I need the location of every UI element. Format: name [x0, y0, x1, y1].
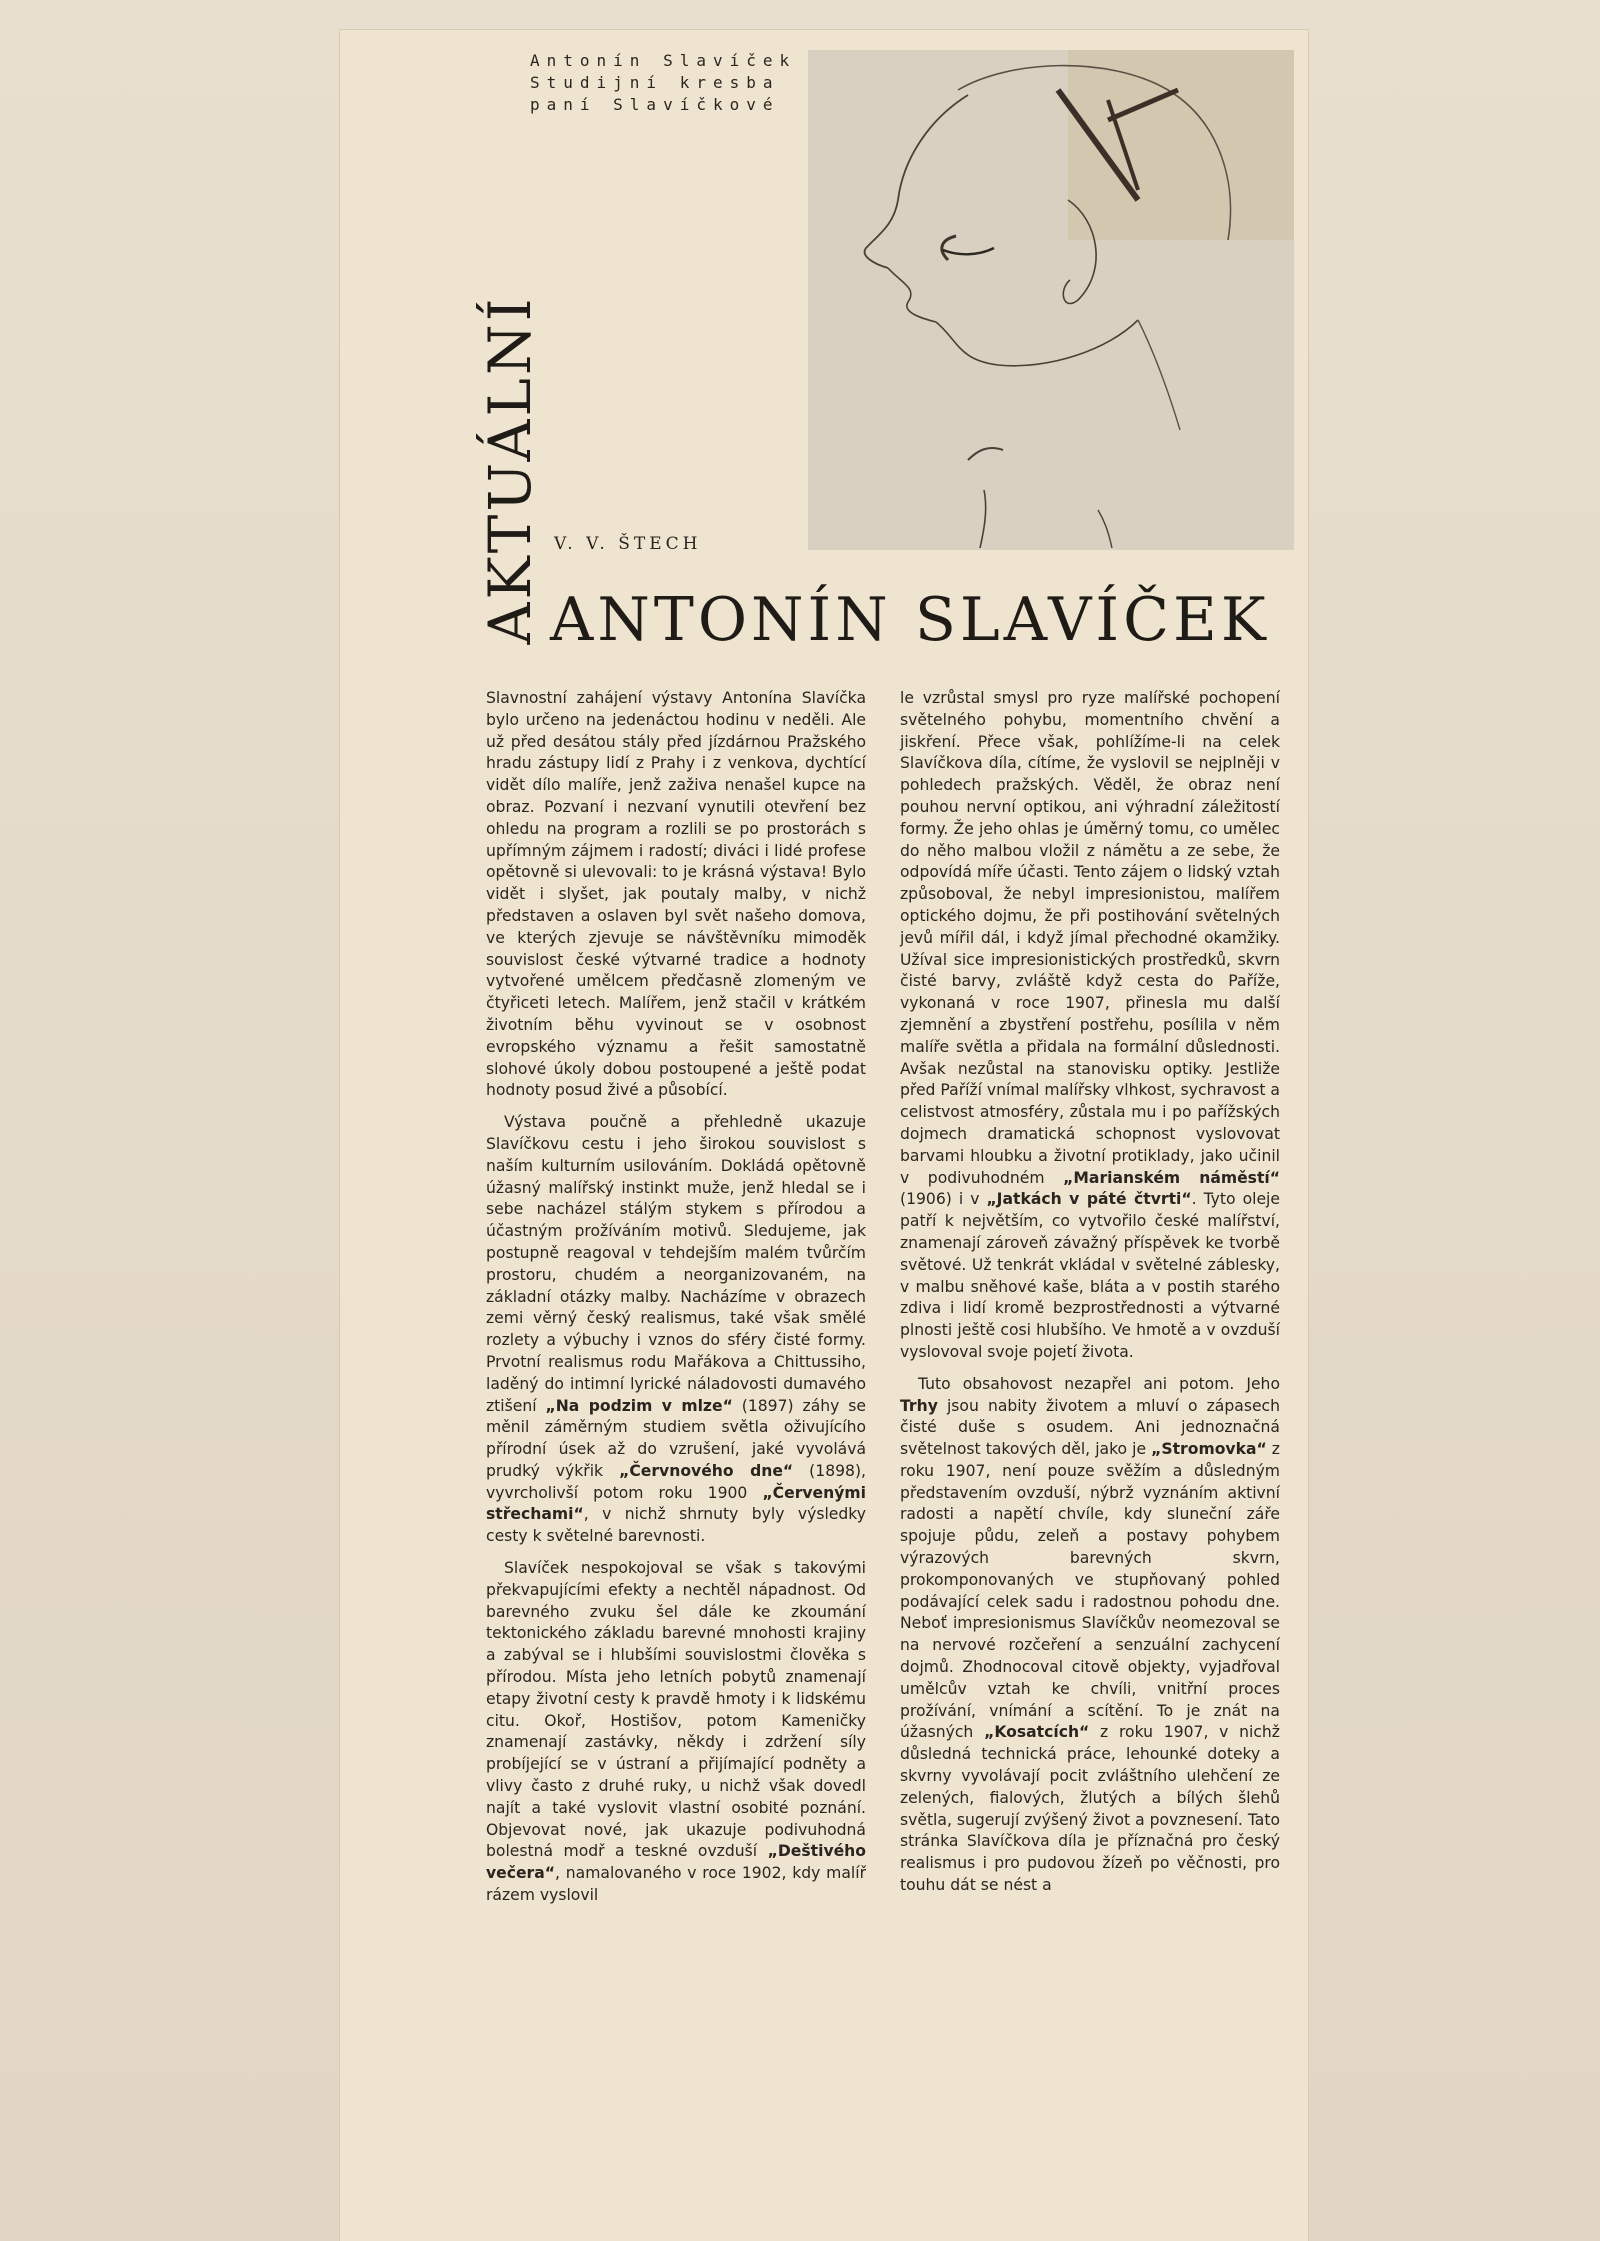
- artwork-title: „Stromovka“: [1151, 1440, 1267, 1459]
- artwork-title: „Marianském náměstí“: [1063, 1168, 1280, 1187]
- paragraph-text: z roku 1907, není pouze svěžím a důsledným představením ovzduší, nýbrž vyznáním aktivní radosti a napětí chvíle, kdy sluneční záře spojuje půdu, zeleň a postavy pohybem výrazových barevných skvrn, prokomponovaných ve stupňovaný pohled podávající celek sadu i radostnou pohodu dne. Neboť impresionismus Slavíčkův neomezoval se na nervové rozčeření a senzuální zachycení dojmů. Zhodnocoval citově objekty, vyjadřoval umělcův vztah ke chvíli, vnitřní proces prožívání, vnímání a scítění. To je znát na úžasných: [900, 1440, 1280, 1742]
- article-column-right: [900, 688, 1280, 1897]
- caption-line-2: Studijní kresba: [530, 73, 780, 92]
- paragraph-text: (1898), vyvrcholivší potom roku 1900: [486, 1461, 866, 1502]
- paragraph-text: Slavnostní zahájení výstavy Antonína Slavíčka bylo určeno na jedenáctou hodinu v neděli. Ale už před desátou stály před jízdárnou Pražského hradu zástupy lidí z Prahy i z venkova, dychtící vidět dílo malíře, jenž zaživa nenašel kupce na obraz. Pozvaní i nezvaní vynutili otevření bez ohledu na program a rozlili se po prostorách s upřímným zájmem i radostí; diváci i lidé profese opětovně si ulevovali: to je krásná výstava! Bylo vidět i slyšet, jak poutaly malby, v nichž představen a oslaven byl svět našeho domova, ve kterých zjevuje se návštěvníku mimoděk souvislost české výtvarné tradice a hodnoty vytvořené umělcem předčasně zlomeným ve čtyřiceti letech. Malířem, jenž stačil v krátkém životním běhu vyvinout se v osobnost evropského významu a řešit samostatně slohové úkoly dobou postoupené a ještě podat hodnoty posud živé a působící.: [486, 689, 866, 1100]
- paragraph-text: z roku 1907, v nichž důsledná technická práce, lehounké doteky a skvrny vyvolávají pocit zvláštního ulehčení ze zelených, fialových, žlutých a bílých šlehů světla, sugerují zvýšený život a povznesení. Tato stránka Slavíčkova díla je příznačná pro český realismus i pro pudovou žízeň po věčnosti, pro touhu dát se nést a: [900, 1723, 1280, 1895]
- paragraph-text: . Tyto oleje patří k největším, co vytvořilo české malířství, znamenají zároveň závažný příspěvek ke tvorbě světové. Už tenkrát vkládal v světelné záblesky, v malbu sněhové kaše, bláta a v postih starého zdiva i lidí kromě bezprostřednosti a výtvarné plnosti ještě cosi hlubšího. Ve hmotě a v ovzduší vyslovoval svoje pojetí života.: [900, 1190, 1280, 1361]
- article-headline: ANTONÍN SLAVÍČEK: [550, 585, 1270, 655]
- artwork-title: Trhy: [900, 1396, 938, 1415]
- paragraph-text: le vzrůstal smysl pro ryze malířské pochopení světelného pohybu, momentního chvění a jiskření. Přece však, pohlížíme-li na celek Slavíčkova díla, cítíme, že vyslovil se nejplněji v pohledech pražských. Věděl, že obraz není pouhou nervní optikou, ani výhradní záležitostí formy. Že jeho ohlas je úměrný tomu, co umělec do něho malbou vložil z námětu a ze sebe, že odpovídá míře účasti. Tento zájem o lidský vztah způsoboval, že nebyl impresionistou, malířem optického dojmu, že při postihování světelných jevů mířil dál, i když jímal přechodné okamžiky. Užíval sice impresionistických prostředků, skvrn čisté barvy, zvláště když cesta do Paříže, vykonaná v roce 1907, přinesla mu další zjemnění a zbystření postřehu, posílila v něm malíře světla a přidala na formální důslednosti. Avšak nezůstal na stanovisku optiky. Jestliže před Paříží vnímal malířsky vlhkost, sychravost a celistvost atmosféry, zůstala mu i po pařížských dojmech dramatická schopnost vyslovovat barvami hloubku a životní protiklady, jako učinil v podivuhodném: [900, 689, 1280, 1187]
- portrait-caption: [530, 50, 810, 116]
- sketch-drawing: [808, 50, 1294, 550]
- artwork-title: „Deštivého večera“: [486, 1842, 866, 1883]
- artwork-title: „Na podzim v mlze“: [545, 1396, 733, 1415]
- paragraph: [900, 688, 1280, 1364]
- paragraph-text: (1897) záhy se měnil záměrným studiem světla oživujícího přírodní úsek až do vzrušení, jaké vyvolává prudký výkřik: [486, 1396, 866, 1480]
- paragraph: [486, 1558, 866, 1907]
- artwork-title: „Červenými střechami“: [486, 1483, 866, 1524]
- paragraph-text: , namalovaného v roce 1902, kdy malíř rázem vyslovil: [486, 1864, 866, 1905]
- paragraph-text: Tuto obsahovost nezapřel ani potom. Jeho: [918, 1374, 1280, 1393]
- paragraph: [486, 1112, 866, 1548]
- caption-line-1: Antonín Slavíček: [530, 51, 797, 70]
- author-byline: V. V. ŠTECH: [554, 534, 702, 554]
- caption-line-3: paní Slavíčkové: [530, 95, 780, 114]
- paragraph-text: , v nichž shrnuty byly výsledky cesty k světelné barevnosti.: [486, 1505, 866, 1546]
- article-column-left: [486, 688, 866, 1907]
- artwork-title: „Kosatcích“: [984, 1723, 1090, 1742]
- paragraph-text: Výstava poučně a přehledně ukazuje Slavíčkovu cestu i jeho širokou souvislost s naším kulturním usilováním. Dokládá opětovně úžasný malířský instinkt muže, jenž hledal se i sebe nacházel stálým stykem s přírodou a účastným prožíváním motivů. Sledujeme, jak postupně reagoval v tehdejším malém tvůrčím prostoru, chudém a neorganizovaném, na základní otázky malby. Nacházíme v obrazech zemi věrný český realismus, také však smělé rozlety a výbuchy i vznos do sféry čisté formy. Prvotní realismus rodu Mařákova a Chittussiho, laděný do intimní lyrické náladovosti dumavého ztišení: [486, 1113, 866, 1415]
- artwork-title: „Jatkách v páté čtvrti“: [986, 1190, 1192, 1209]
- paragraph-text: jsou nabity životem a mluví o zápasech čisté duše s osudem. Ani jednoznačná světelnost takových děl, jako je: [900, 1396, 1280, 1459]
- paragraph: [486, 688, 866, 1102]
- paragraph-text: Slavíček nespokojoval se však s takovými překvapujícími efekty a nechtěl nápadnost. Od barevného zvuku šel dále ke zkoumání tektonického základu barevné mnohosti krajiny a zabýval se i hlubšími souvislostmi člověka s přírodou. Místa jeho letních pobytů znamenají etapy životní cesty k pravdě hmoty i k lidskému citu. Okoř, Hostišov, potom Kameničky znamenají zastávky, někdy i zdržení síly probíjející se v ústraní a přijímající podněty a vlivy často z druhé ruky, u nichž však dovedl najít a také vyslovit vlastní osobité poznání. Objevovat nové, jak ukazuje podivuhodná bolestná modř a teskné ovzduší: [486, 1559, 866, 1861]
- portrait-sketch: [808, 50, 1294, 550]
- paragraph-text: (1906) i v: [900, 1190, 987, 1209]
- section-label: AKTUÁLNÍ: [476, 295, 544, 645]
- paragraph: [900, 1374, 1280, 1897]
- artwork-title: „Červnového dne“: [619, 1461, 794, 1480]
